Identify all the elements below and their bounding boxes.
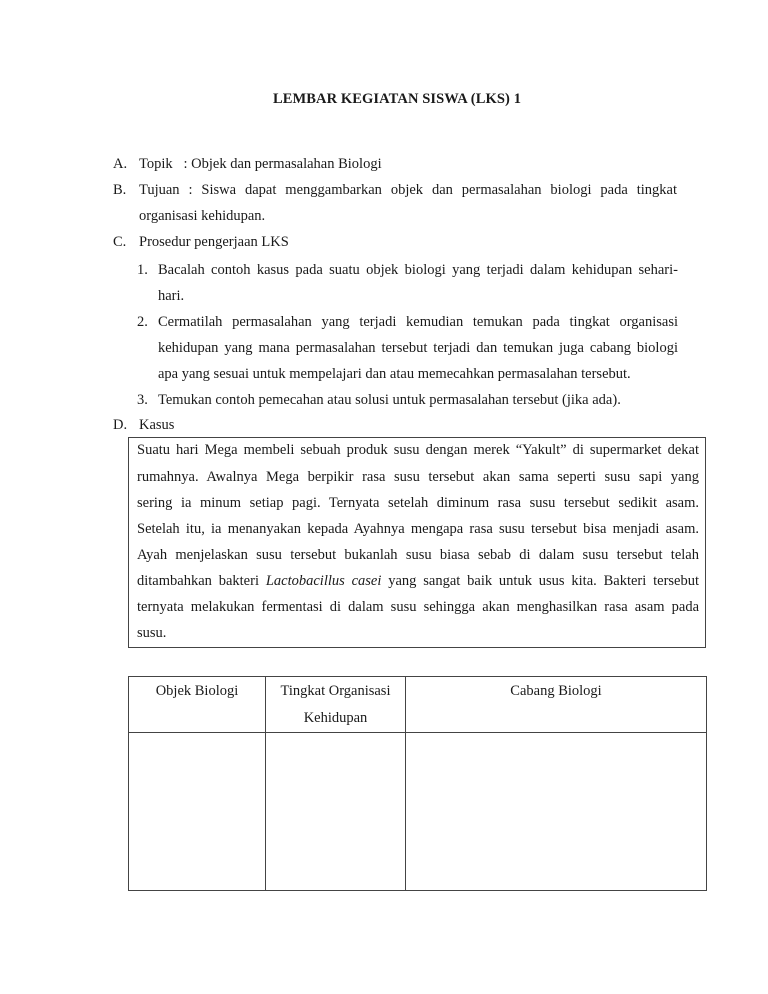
- table-header-row: [129, 677, 707, 733]
- section-a-label: A.: [113, 156, 128, 172]
- section-c-label: C.: [113, 234, 127, 250]
- section-d-label: D.: [113, 417, 128, 433]
- case-line-5: Ayah menjelaskan susu tersebut bukanlah susu biasa sebab di dalam susu tersebut telah: [137, 547, 699, 563]
- case-line-1: Suatu hari Mega membeli sebuah produk susu dengan merek “Yakult” di supermarket dekat: [137, 442, 699, 458]
- species-name: Lactobacillus casei: [265, 573, 382, 589]
- header-cabang-biologi: Cabang Biologi: [406, 677, 707, 733]
- page-title: LEMBAR KEGIATAN SISWA (LKS) 1: [272, 91, 522, 107]
- section-b-line-2: organisasi kehidupan.: [139, 208, 266, 224]
- case-line-6-post: yang sangat baik untuk usus kita. Bakteri tersebut: [388, 573, 700, 589]
- section-a-text: Topik : Objek dan permasalahan Biologi: [139, 156, 382, 172]
- step-1-line-1: Bacalah contoh kasus pada suatu objek biologi yang terjadi dalam kehidupan sehari-: [158, 262, 678, 278]
- answer-cell-cabang[interactable]: [406, 733, 707, 891]
- header-tingkat-line-2: Kehidupan: [303, 710, 368, 726]
- case-line-4: Setelah itu, ia menanyakan kepada Ayahnya mengapa rasa susu tersebut bisa menjadi asam.: [137, 521, 699, 537]
- section-c-text: Prosedur pengerjaan LKS: [139, 234, 289, 250]
- table-row: [129, 733, 707, 891]
- step-2-number: 2.: [137, 314, 148, 330]
- section-b-label: B.: [113, 182, 127, 198]
- step-1-line-2: hari.: [158, 288, 185, 304]
- case-line-6: [137, 573, 699, 590]
- step-2-line-3: apa yang sesuai untuk mempelajari dan atau memecahkan permasalahan tersebut.: [158, 366, 631, 382]
- section-c: [113, 234, 289, 251]
- step-2-line-2: kehidupan yang mana permasalahan tersebut terjadi dan temukan juga cabang biologi: [158, 340, 678, 356]
- answer-cell-tingkat[interactable]: [266, 733, 406, 891]
- section-d: [113, 417, 174, 434]
- case-line-2: rumahnya. Awalnya Mega berpikir rasa susu tersebut akan sama seperti susu sapi yang: [137, 469, 699, 485]
- step-1-number: 1.: [137, 262, 148, 278]
- step-3-line-1: Temukan contoh pemecahan atau solusi untuk permasalahan tersebut (jika ada).: [158, 392, 621, 408]
- answer-cell-objek[interactable]: [129, 733, 266, 891]
- section-b-line-1: Tujuan : Siswa dapat menggambarkan objek dan permasalahan biologi pada tingkat: [139, 182, 677, 198]
- header-objek-biologi: Objek Biologi: [129, 677, 266, 733]
- header-tingkat-line-1: Tingkat Organisasi: [280, 683, 391, 699]
- case-box: [128, 437, 706, 648]
- case-line-8: susu.: [137, 625, 167, 641]
- section-d-text: Kasus: [139, 417, 175, 433]
- step-2-line-1: Cermatilah permasalahan yang terjadi kemudian temukan pada tingkat organisasi: [158, 314, 678, 330]
- step-3-number: 3.: [137, 392, 148, 408]
- answer-table: [128, 676, 707, 891]
- case-line-3: sering ia minum setiap pagi. Ternyata setelah diminum rasa susu tersebut sedikit asam.: [137, 495, 699, 511]
- case-line-7: ternyata melakukan fermentasi di dalam susu sehingga akan menghasilkan rasa asam pada: [137, 599, 699, 615]
- header-tingkat-organisasi: [266, 677, 406, 733]
- section-a: [113, 156, 382, 173]
- case-line-6-pre: ditambahkan bakteri: [137, 573, 259, 589]
- section-b-label-wrap: [113, 182, 139, 199]
